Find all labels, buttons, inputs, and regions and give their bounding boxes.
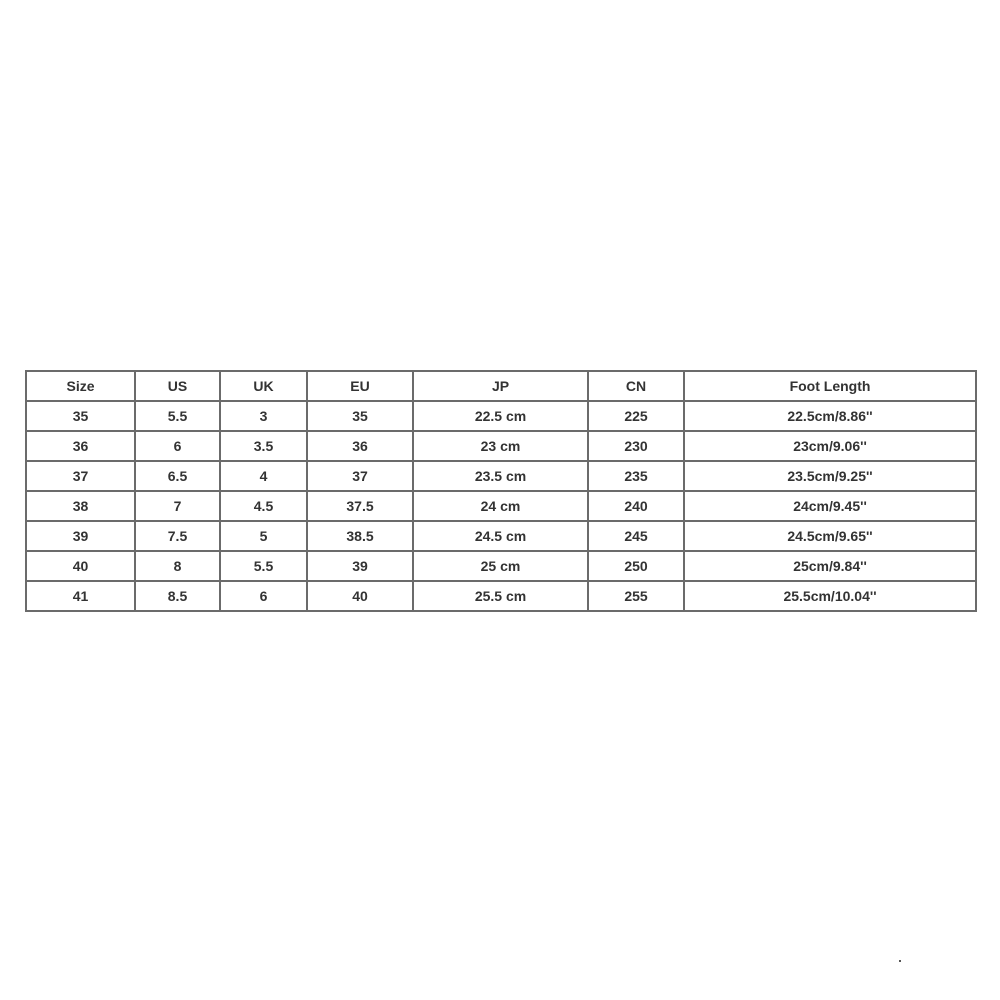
cell-uk: 3	[220, 401, 307, 431]
header-jp: JP	[413, 371, 588, 401]
header-eu: EU	[307, 371, 413, 401]
cell-foot-length: 22.5cm/8.86''	[684, 401, 976, 431]
cell-foot-length: 24.5cm/9.65''	[684, 521, 976, 551]
cell-cn: 225	[588, 401, 684, 431]
cell-jp: 25.5 cm	[413, 581, 588, 611]
cell-us: 7	[135, 491, 220, 521]
cell-jp: 23.5 cm	[413, 461, 588, 491]
cell-eu: 35	[307, 401, 413, 431]
cell-foot-length: 25cm/9.84''	[684, 551, 976, 581]
cell-uk: 5	[220, 521, 307, 551]
header-us: US	[135, 371, 220, 401]
cell-size: 40	[26, 551, 135, 581]
cell-us: 6	[135, 431, 220, 461]
cell-size: 39	[26, 521, 135, 551]
cell-cn: 250	[588, 551, 684, 581]
table-row	[26, 521, 976, 551]
cell-cn: 255	[588, 581, 684, 611]
cell-uk: 6	[220, 581, 307, 611]
cell-foot-length: 23cm/9.06''	[684, 431, 976, 461]
cell-uk: 4	[220, 461, 307, 491]
cell-cn: 240	[588, 491, 684, 521]
cell-uk: 4.5	[220, 491, 307, 521]
cell-uk: 3.5	[220, 431, 307, 461]
table-row	[26, 551, 976, 581]
table-header-row	[26, 371, 976, 401]
cell-eu: 38.5	[307, 521, 413, 551]
header-foot-length: Foot Length	[684, 371, 976, 401]
cell-cn: 245	[588, 521, 684, 551]
cell-us: 6.5	[135, 461, 220, 491]
cell-us: 8.5	[135, 581, 220, 611]
cell-eu: 40	[307, 581, 413, 611]
cell-jp: 25 cm	[413, 551, 588, 581]
cell-cn: 235	[588, 461, 684, 491]
cell-foot-length: 25.5cm/10.04''	[684, 581, 976, 611]
table-row	[26, 581, 976, 611]
header-size: Size	[26, 371, 135, 401]
cell-size: 37	[26, 461, 135, 491]
cell-foot-length: 23.5cm/9.25''	[684, 461, 976, 491]
header-cn: CN	[588, 371, 684, 401]
cell-size: 38	[26, 491, 135, 521]
cell-jp: 24 cm	[413, 491, 588, 521]
cell-eu: 37.5	[307, 491, 413, 521]
table-row	[26, 431, 976, 461]
stray-dot	[899, 960, 901, 962]
cell-eu: 39	[307, 551, 413, 581]
cell-jp: 24.5 cm	[413, 521, 588, 551]
cell-jp: 22.5 cm	[413, 401, 588, 431]
table-row	[26, 491, 976, 521]
cell-us: 7.5	[135, 521, 220, 551]
cell-eu: 37	[307, 461, 413, 491]
cell-eu: 36	[307, 431, 413, 461]
size-chart-table	[25, 370, 977, 612]
cell-foot-length: 24cm/9.45''	[684, 491, 976, 521]
cell-size: 36	[26, 431, 135, 461]
header-uk: UK	[220, 371, 307, 401]
cell-us: 5.5	[135, 401, 220, 431]
table-row	[26, 401, 976, 431]
cell-us: 8	[135, 551, 220, 581]
cell-jp: 23 cm	[413, 431, 588, 461]
cell-cn: 230	[588, 431, 684, 461]
cell-size: 35	[26, 401, 135, 431]
cell-uk: 5.5	[220, 551, 307, 581]
cell-size: 41	[26, 581, 135, 611]
table-row	[26, 461, 976, 491]
